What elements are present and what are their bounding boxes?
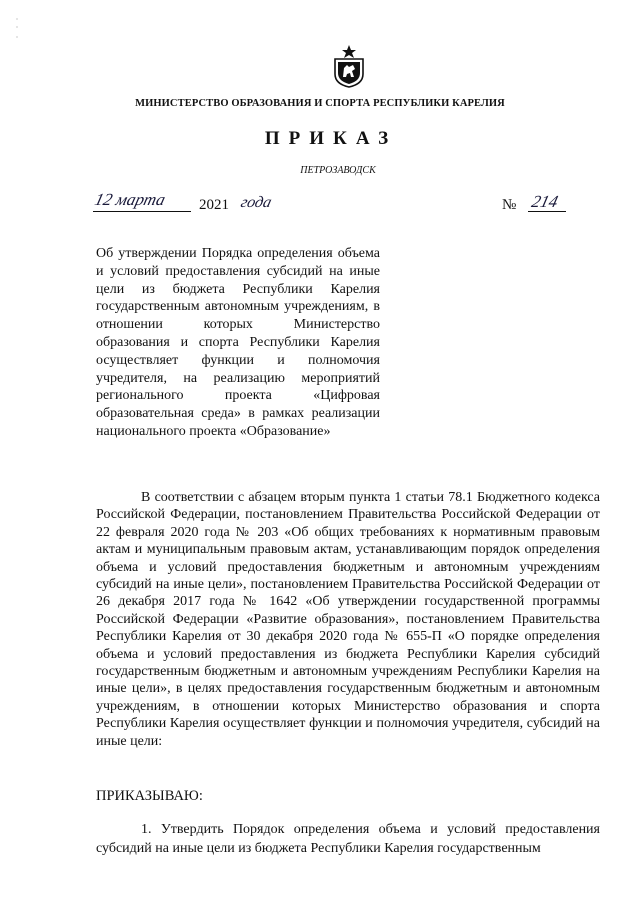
order-directive-word: ПРИКАЗЫВАЮ: (96, 788, 203, 804)
number-underline (528, 211, 566, 212)
document-type-title: ПРИКАЗ (264, 128, 398, 149)
handwritten-date: 12 марта (92, 190, 168, 209)
karelia-coat-of-arms-icon (332, 44, 366, 88)
city-name: ПЕТРОЗАВОДСК (300, 165, 376, 176)
handwritten-number: 214 (529, 192, 560, 211)
order-year: 2021 (199, 197, 229, 213)
order-number (498, 192, 578, 216)
order-item-1: 1. Утвердить Порядок определения объема и условий предоставления субсидий на иные цели из бюджета Республики Карелия государственным (96, 822, 600, 856)
scan-mark-icon (14, 16, 28, 42)
order-date (93, 192, 293, 216)
handwritten-year-suffix: года (239, 194, 274, 211)
preamble-paragraph: В соответствии с абзацем вторым пункта 1 статьи 78.1 Бюджетного кодекса Российской Федерации, постановлением Правительства Российской Федерации от 22 февраля 2020 года № 203 «Об общих требованиях к нормативным правовым актам и муниципальным правовым актам, устанавливающим порядок определения объема и условий предоставления бюджетным и автономным учреждениям субсидий на иные цели», постановлением Правительства Российской Федерации от 26 декабря 2017 года № 1642 «Об утверждении государственной программы Российской Федерации «Развитие образования», постановлением Правительства Республики Карелия от 30 декабря 2020 года № 655-П «О порядке определения объема и условий предоставления из бюджета Республики Карелия субсидий государственным бюджетным и автономным учреждениям Республики Карелия на иные цели», в целях предоставления государственным бюджетным и автономным учреждениям, в отношении которых Министерство образования и спорта Республики Карелия осуществляет функции и полномочия учредителя, субсидий на иные цели: (96, 490, 600, 749)
order-subject: Об утверждении Порядка определения объема и условий предоставления субсидий на иные цели из бюджета Республики Карелия государственным автономным учреждениям, в отношении которых Министерство образования и спорта Республики Карелия осуществляет функции и полномочия учредителя, на реализацию мероприятий регионального проекта «Цифровая образовательная среда» в рамках реализации национального проекта «Образование» (96, 246, 380, 439)
ministry-name: МИНИСТЕРСТВО ОБРАЗОВАНИЯ И СПОРТА РЕСПУБЛИКИ КАРЕЛИЯ (135, 98, 505, 109)
date-underline (93, 211, 191, 212)
number-sign: № (502, 197, 517, 213)
